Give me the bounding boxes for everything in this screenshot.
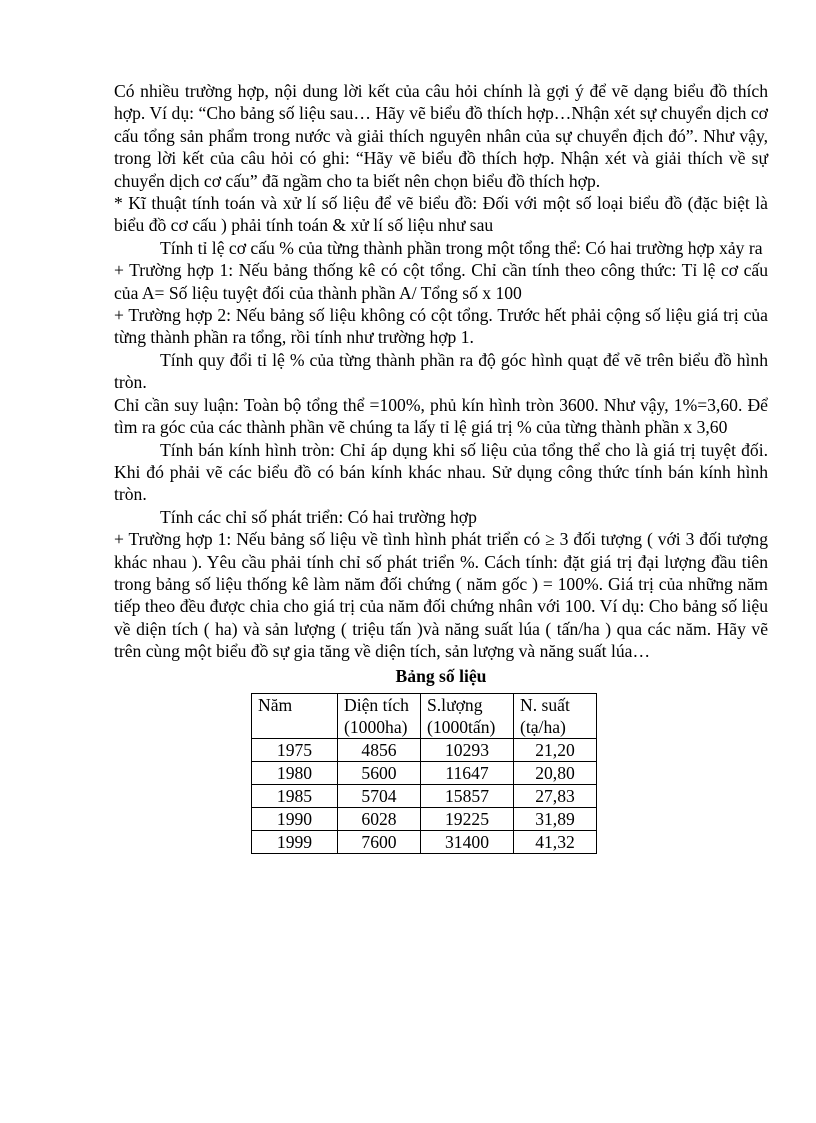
cell-yield: 27,83 <box>514 784 597 807</box>
cell-yield: 21,20 <box>514 738 597 761</box>
paragraph-growth-case-1: + Trường hợp 1: Nếu bảng số liệu về tình hình phát triển có ≥ 3 đối tượng ( với 3 đối tượng khác nhau ). Yêu cầu phải tính chỉ số phát triển %. Cách tính: đặt giá trị đại lượng đầu tiên trong bảng số liệu thống kê làm năm đối chứng ( năm gốc ) = 100%. Giá trị của những năm tiếp theo đều được chia cho giá trị của năm đối chứng nhân với 100. Ví dụ: Cho bảng số liệu về diện tích ( ha) và sản lượng ( triệu tấn )và năng suất lúa ( tấn/ha ) qua các năm. Hãy vẽ trên cùng một biểu đồ sự gia tăng về diện tích, sản lượng và năng suất lúa… <box>114 529 768 662</box>
cell-year: 1990 <box>252 807 338 830</box>
cell-production: 11647 <box>421 761 514 784</box>
document-page <box>114 80 768 854</box>
data-table <box>251 693 597 854</box>
paragraph-technique: * Kĩ thuật tính toán và xử lí số liệu để vẽ biểu đồ: Đối với một số loại biểu đồ (đặc biệt là biểu đồ cơ cấu ) phải tính toán & xử lí số liệu như sau <box>114 193 768 236</box>
cell-production: 10293 <box>421 738 514 761</box>
table-row <box>252 830 597 853</box>
cell-production: 15857 <box>421 784 514 807</box>
header-yield: N. suất (tạ/ha) <box>514 693 597 738</box>
paragraph-case-2: + Trường hợp 2: Nếu bảng số liệu không có cột tổng. Trước hết phải cộng số liệu giá trị của từng thành phần ra tổng, rồi tính như trường hợp 1. <box>114 305 768 348</box>
paragraph-angle: Tính quy đổi tỉ lệ % của từng thành phần ra độ góc hình quạt để vẽ trên biểu đồ hình tròn. <box>114 349 768 393</box>
cell-production: 31400 <box>421 830 514 853</box>
cell-area: 5600 <box>338 761 421 784</box>
table-title: Bảng số liệu <box>395 665 487 686</box>
cell-area: 7600 <box>338 830 421 853</box>
cell-yield: 31,89 <box>514 807 597 830</box>
paragraph-radius: Tính bán kính hình tròn: Chỉ áp dụng khi số liệu của tổng thể cho là giá trị tuyệt đối. Khi đó phải vẽ các biểu đồ có bán kính khác nhau. Sử dụng công thức tính bán kính hình tròn. <box>114 439 768 505</box>
cell-area: 5704 <box>338 784 421 807</box>
cell-yield: 41,32 <box>514 830 597 853</box>
paragraph-case-1: + Trường hợp 1: Nếu bảng thống kê có cột tổng. Chỉ cần tính theo công thức: Tỉ lệ cơ cấu của A= Số liệu tuyệt đối của thành phần A/ Tổng số x 100 <box>114 260 768 303</box>
table-row <box>252 807 597 830</box>
table-header-row <box>252 693 597 738</box>
cell-year: 1985 <box>252 784 338 807</box>
cell-area: 4856 <box>338 738 421 761</box>
cell-production: 19225 <box>421 807 514 830</box>
paragraph-growth-index: Tính các chỉ số phát triển: Có hai trường hợp <box>160 506 477 527</box>
table-row <box>252 761 597 784</box>
paragraph-ratio: Tính tỉ lệ cơ cấu % của từng thành phần trong một tổng thể: Có hai trường hợp xảy ra <box>160 237 763 258</box>
paragraph-reasoning: Chỉ cần suy luận: Toàn bộ tổng thể =100%, phủ kín hình tròn 3600. Như vậy, 1%=3,60. Để tìm ra góc của các thành phần vẽ chúng ta lấy tỉ lệ giá trị % của từng thành phần x 3,60 <box>114 394 768 438</box>
header-year: Năm <box>252 693 338 738</box>
cell-yield: 20,80 <box>514 761 597 784</box>
header-production: S.lượng (1000tấn) <box>421 693 514 738</box>
header-area: Diện tích (1000ha) <box>338 693 421 738</box>
cell-area: 6028 <box>338 807 421 830</box>
cell-year: 1980 <box>252 761 338 784</box>
table-row <box>252 738 597 761</box>
table-row <box>252 784 597 807</box>
paragraph-intro: Có nhiều trường hợp, nội dung lời kết của câu hỏi chính là gợi ý để vẽ dạng biểu đồ thích hợp. Ví dụ: “Cho bảng số liệu sau… Hãy vẽ biểu đồ thích hợp…Nhận xét sự chuyển dịch cơ cấu tổng sản phẩm trong nước và giải thích nguyên nhân của sự chuyển địch đó”. Như vậy, trong lời kết của câu hỏi có ghi: “Hãy vẽ biểu đồ thích hợp. Nhận xét và giải thích về sự chuyển dịch cơ cấu” đã ngầm cho ta biết nên chọn biểu đồ thích hợp. <box>114 81 768 191</box>
cell-year: 1975 <box>252 738 338 761</box>
cell-year: 1999 <box>252 830 338 853</box>
